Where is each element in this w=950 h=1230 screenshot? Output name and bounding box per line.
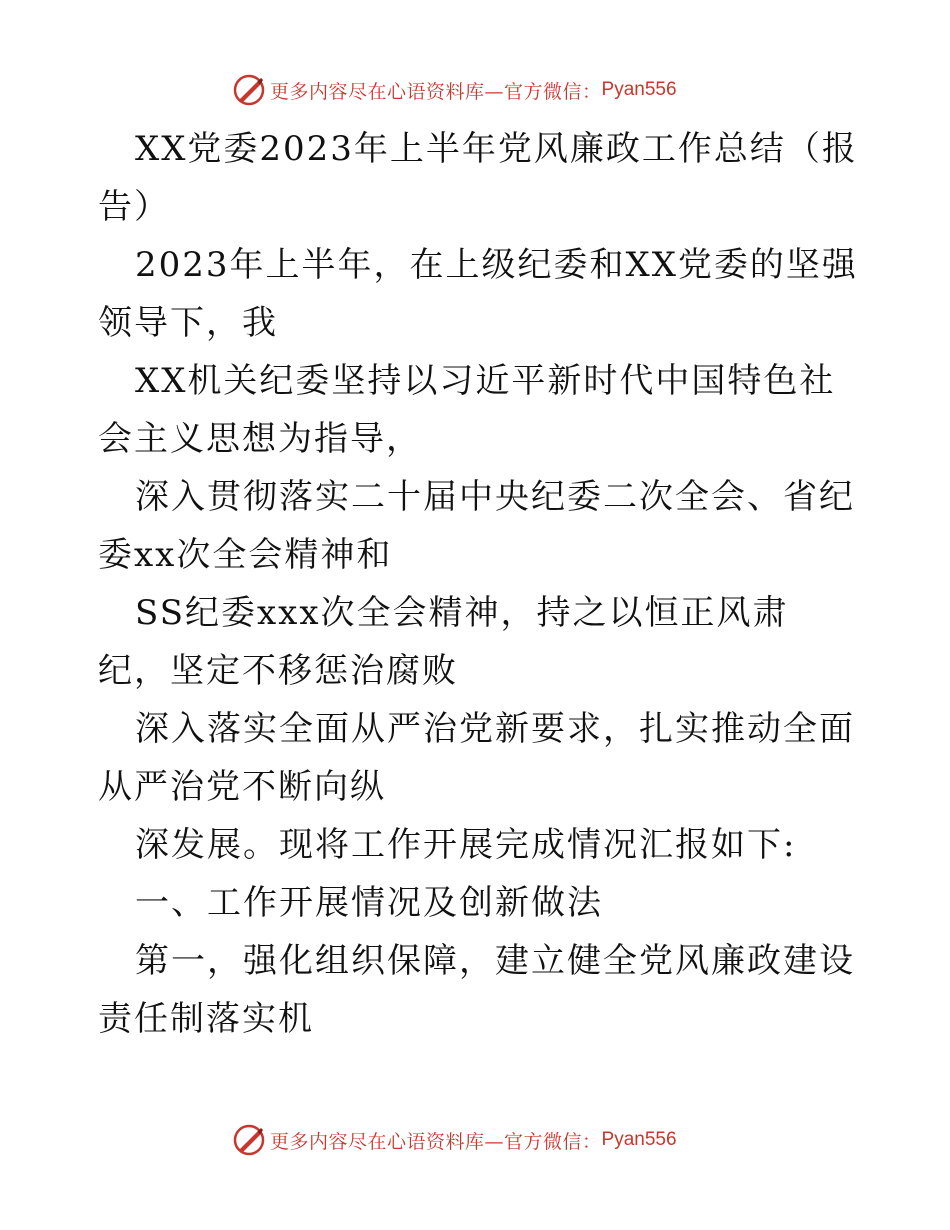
paragraph: 深发展。现将工作开展完成情况汇报如下: [135,825,797,865]
document-title: XX党委2023年上半年党风廉政工作总结（报告） [98,129,858,227]
watermark-text: 更多内容尽在心语资料库—官方微信： [270,1130,602,1153]
watermark-brand: Pyan556 [601,79,677,100]
pen-logo-icon [232,73,266,107]
paragraph: 深入落实全面从严治党新要求，扎实推动全面从严治党不断向纵 [98,709,855,807]
paragraph: SS纪委xxx次全会精神，持之以恒正风肃纪，坚定不移惩治腐败 [98,593,789,691]
paragraph: XX机关纪委坚持以习近平新时代中国特色社会主义思想为指导， [98,361,836,459]
paragraph: 深入贯彻落实二十届中央纪委二次全会、省纪委xx次全会精神和 [98,477,855,575]
watermark-footer [232,1120,732,1160]
watermark-text: 更多内容尽在心语资料库—官方微信： [270,80,602,103]
paragraph: 第一，强化组织保障，建立健全党风廉政建设责任制落实机 [98,941,855,1039]
watermark-brand: Pyan556 [601,1129,677,1150]
watermark-header [232,70,732,110]
pen-logo-icon [232,1123,266,1157]
document-body [98,120,858,1048]
section-heading: 一、工作开展情况及创新做法 [135,883,603,923]
paragraph: 2023年上半年，在上级纪委和XX党委的坚强领导下，我 [98,245,858,343]
